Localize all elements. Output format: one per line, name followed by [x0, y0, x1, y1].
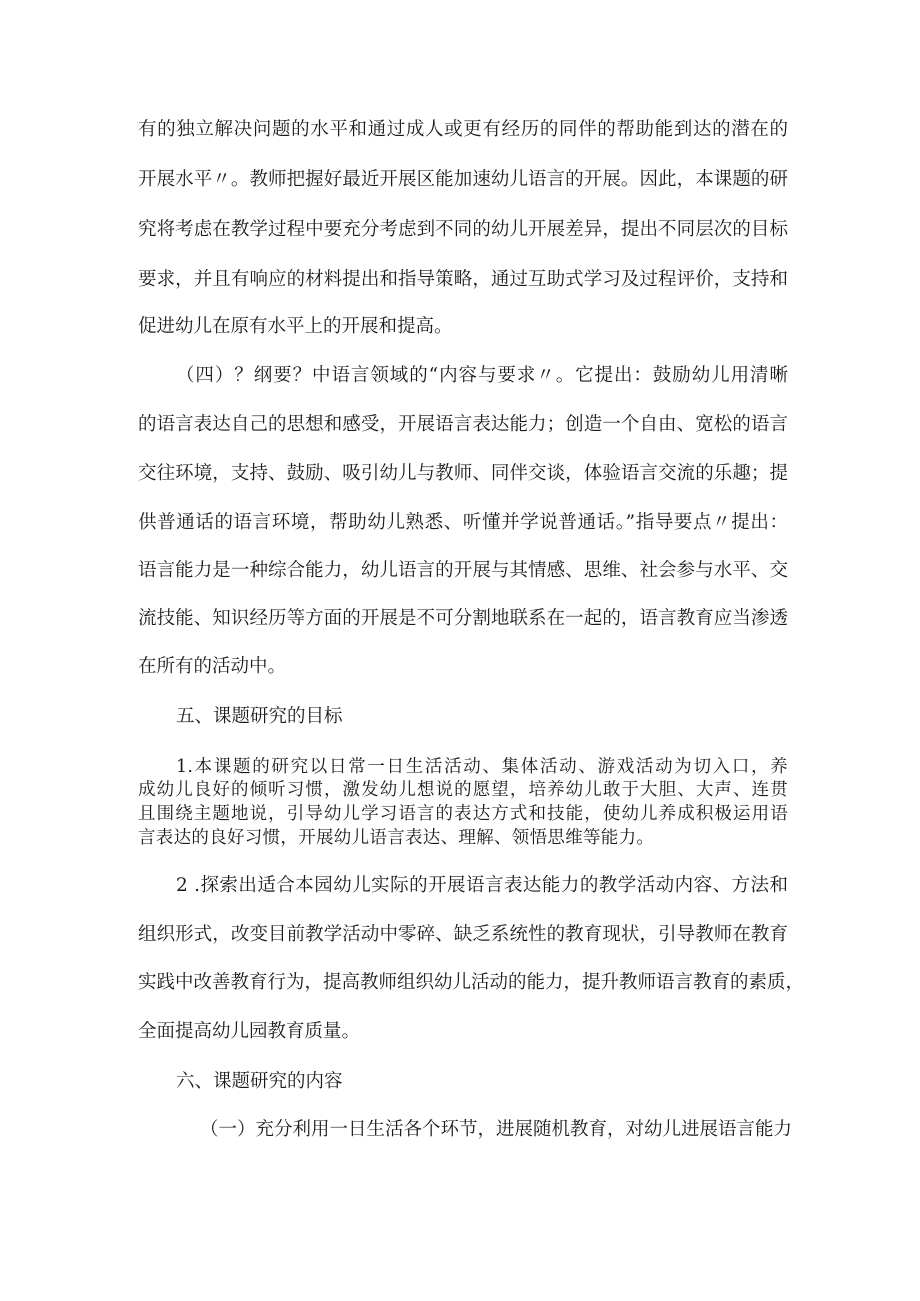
- text-line: （一）充分利用一日生活各个环节，进展随机教育，对幼儿进展语言能力: [200, 1119, 793, 1140]
- section-heading-content: 六、课题研究的内容: [176, 1071, 343, 1092]
- text-line: 流技能、知识经历等方面的开展是不可分割地联系在一起的，语言教育应当渗透: [138, 608, 788, 629]
- text-line: 组织形式，改变目前教学活动中零碎、缺乏系统性的教育现状，引导教师在教育: [138, 924, 788, 945]
- text-line: 实践中改善教育行为，提高教师组织幼儿活动的能力，提升教师语言教育的素质，: [138, 972, 805, 993]
- text-line: 且围绕主题地说，引导幼儿学习语言的表达方式和技能，使幼儿养成积极运用语: [138, 804, 788, 824]
- text-line: 交往环境，支持、鼓励、吸引幼儿与教师、同伴交谈，体验语言交流的乐趣；提: [138, 463, 788, 484]
- text-line: 供普通话的语言环境，帮助幼儿熟悉、听懂并学说普通话。”指导要点〃提出：: [138, 512, 788, 533]
- text-line: 促进幼儿在原有水平上的开展和提高。: [138, 316, 453, 337]
- text-line: 的语言表达自己的思想和感受，开展语言表达能力；创造一个自由、宽松的语言: [138, 414, 788, 435]
- text-line: 成幼儿良好的倾听习惯，激发幼儿想说的愿望，培养幼儿敢于大胆、大声、连贯: [138, 780, 788, 800]
- text-line: 1.本课题的研究以日常一日生活活动、集体活动、游戏活动为切入口，养: [176, 757, 788, 777]
- text-line: 语言能力是一种综合能力，幼儿语言的开展与其情感、思维、社会参与水平、交: [138, 560, 788, 581]
- text-line: 开展水平〃。教师把握好最近开展区能加速幼儿语言的开展。因此，本课题的研: [138, 169, 788, 190]
- text-line: 有的独立解决问题的水平和通过成人或更有经历的同伴的帮助能到达的潜在的: [138, 119, 788, 140]
- text-line: 全面提高幼儿园教育质量。: [138, 1021, 361, 1042]
- text-line: 在所有的活动中。: [138, 656, 287, 677]
- text-line: （四）？纲要？中语言领域的“内容与要求〃。它提出：鼓励幼儿用清晰: [176, 365, 788, 386]
- text-line: 2 .探索出适合本园幼儿实际的开展语言表达能力的教学活动内容、方法和: [176, 875, 788, 896]
- text-line: 究将考虑在教学过程中要充分考虑到不同的幼儿开展差异，提出不同层次的目标: [138, 219, 788, 240]
- text-line: 言表达的良好习惯，开展幼儿语言表达、理解、领悟思维等能力。: [138, 828, 655, 848]
- text-line: 要求，并且有响应的材料提出和指导策略，通过互助式学习及过程评价，支持和: [138, 269, 788, 290]
- section-heading-goals: 五、课题研究的目标: [176, 706, 343, 727]
